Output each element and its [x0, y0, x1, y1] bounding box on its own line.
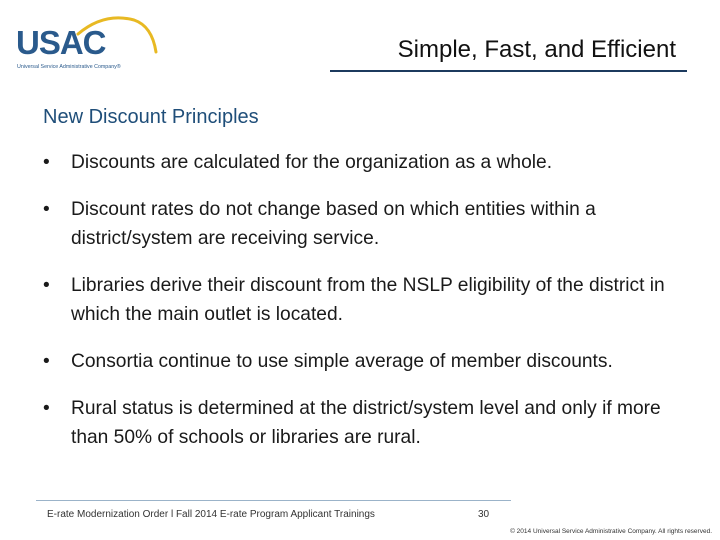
- bullet-text: Rural status is determined at the district/system level and only if more than 50% of schools or libraries are rural.: [71, 398, 661, 448]
- section-subheading: New Discount Principles: [43, 106, 259, 128]
- bullet-text: Discount rates do not change based on which entities within a district/system are receiving service.: [71, 199, 596, 249]
- bullet-item: [43, 148, 703, 177]
- slide-title: Simple, Fast, and Efficient: [397, 36, 676, 63]
- bullet-dot-icon: •: [43, 351, 50, 372]
- bullet-dot-icon: •: [43, 199, 50, 220]
- bullet-dot-icon: •: [43, 152, 50, 173]
- bullet-item: [43, 195, 703, 253]
- copyright-notice: © 2014 Universal Service Administrative Company. All rights reserved.: [510, 528, 712, 535]
- usac-logo: [16, 12, 161, 72]
- logo-subtitle: Universal Service Administrative Company®: [17, 64, 121, 70]
- bullet-text: Discounts are calculated for the organization as a whole.: [71, 152, 553, 173]
- bullet-text: Consortia continue to use simple average of member discounts.: [71, 351, 613, 372]
- bullet-item: [43, 271, 703, 329]
- bullet-dot-icon: •: [43, 398, 50, 419]
- bullet-dot-icon: •: [43, 275, 50, 296]
- bullet-list: [43, 148, 703, 470]
- title-divider: [330, 70, 687, 72]
- bullet-text: Libraries derive their discount from the NSLP eligibility of the district in which the main outlet is located.: [71, 275, 665, 325]
- footer-divider: [36, 500, 511, 501]
- bullet-item: [43, 347, 703, 376]
- page-number: 30: [478, 509, 490, 520]
- footer-text: E-rate Modernization Order l Fall 2014 E-rate Program Applicant Trainings: [47, 509, 375, 520]
- bullet-item: [43, 394, 703, 452]
- logo-wordmark: USAC: [16, 24, 106, 61]
